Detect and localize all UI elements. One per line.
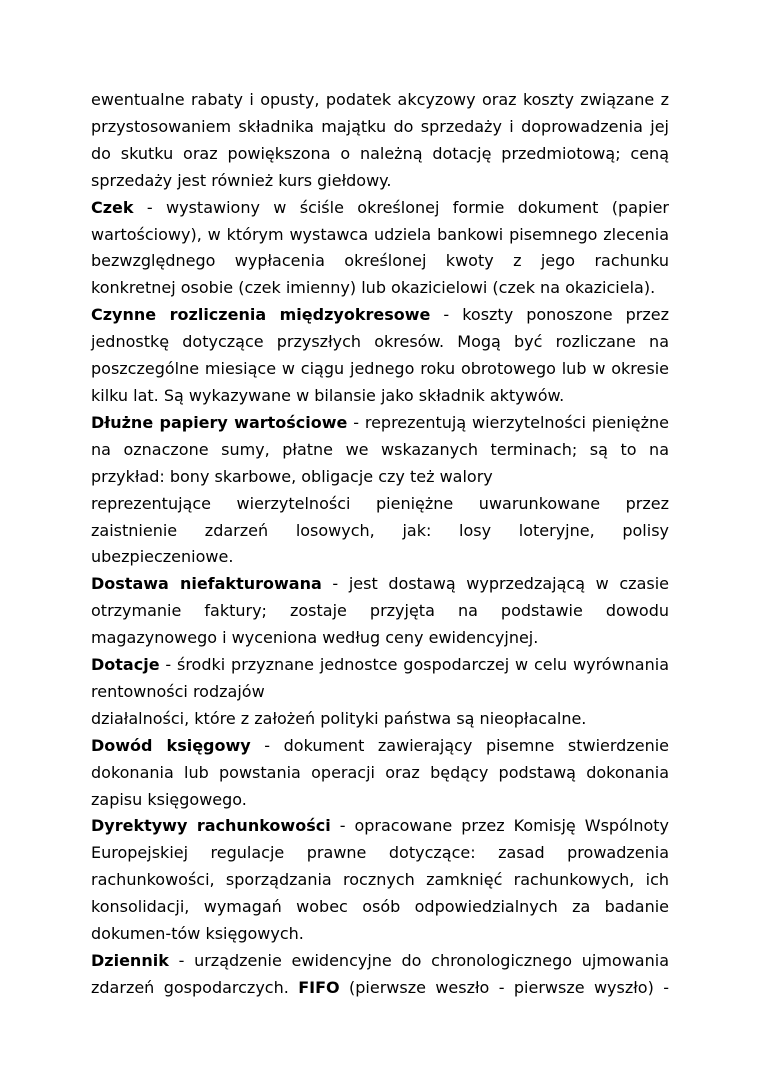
definition-dostawa-niefakturowana: - jest dostawą wyprzedzającą w czasie otrzymanie faktury; zostaje przyjęta na podstawie dowodu magazynowego i wyceniona według ceny ewidencyjnej. xyxy=(91,574,670,648)
definition-czynne-rozliczenia: - koszty ponoszone przez jednostkę dotyczące przyszłych okresów. Mogą być rozliczane na poszczególne miesiące w ciągu jednego roku obrotowego lub w okresie kilku lat. Są wykazywane w bilansie jako składnik aktywów. xyxy=(91,305,670,405)
definition-dziennik: - urządzenie ewidencyjne do chronologicznego ujmowania zdarzeń gospodarczych. xyxy=(91,951,669,997)
entry-dyrektywy-rachunkowosci xyxy=(91,813,669,948)
paragraph-dotacje-continuation xyxy=(91,706,669,733)
entry-dluzne-papiery xyxy=(91,410,669,491)
entry-dotacje xyxy=(91,652,669,706)
paragraph-text: działalności, które z założeń polityki państwa są nieopłacalne. xyxy=(91,708,587,728)
paragraph-text: ewentualne rabaty i opusty, podatek akcyzowy oraz koszty związane z przystosowaniem składnika majątku do sprzedaży i doprowadzenia jej do skutku oraz powiększona o należną dotację przedmiotową; ceną sprzedaży jest również kurs giełdowy. xyxy=(91,90,669,190)
definition-dyrektywy-rachunkowosci: - opracowane przez Komisję Wspólnoty Europejskiej regulacje prawne dotyczące: zasad prowadzenia rachunkowości, sporządzania rocznych zamknięć rachunkowych, ich konsolidacji, wymagań wobec osób odpowiedzialnych za badanie dokumen-tów księgowych. xyxy=(91,816,669,944)
definition-fifo: (pierwsze weszło - pierwsze wyszło) - xyxy=(339,977,669,997)
entry-czynne-rozliczenia xyxy=(91,302,669,410)
entry-czek xyxy=(91,195,669,303)
term-czynne-rozliczenia: Czynne rozliczenia międzyokresowe xyxy=(91,305,431,325)
term-dostawa-niefakturowana: Dostawa niefakturowana xyxy=(91,574,322,594)
definition-dotacje: - środki przyznane jednostce gospodarczej w celu wyrównania rentowności rodzajów xyxy=(91,655,669,701)
term-dziennik: Dziennik xyxy=(91,951,169,970)
paragraph-sale-price-continuation xyxy=(91,87,669,195)
term-dluzne-papiery: Dłużne papiery wartościowe xyxy=(91,412,348,432)
definition-dluzne-papiery: - reprezentują wierzytelności pieniężne na oznaczone sumy, płatne we wskazanych terminach; są to na przykład: bony skarbowe, obligacje czy też walory xyxy=(91,412,669,486)
term-dotacje: Dotacje xyxy=(91,655,160,675)
term-fifo: FIFO xyxy=(298,977,340,997)
paragraph-dluzne-papiery-continuation xyxy=(91,491,669,572)
entry-dowod-ksiegowy xyxy=(91,733,669,814)
term-dyrektywy-rachunkowosci: Dyrektywy rachunkowości xyxy=(91,816,331,836)
entry-dziennik xyxy=(91,948,669,1002)
term-dowod-ksiegowy: Dowód księgowy xyxy=(91,735,251,755)
entry-dostawa-niefakturowana xyxy=(91,571,669,652)
definition-czek: - wystawiony w ściśle określonej formie dokument (papier wartościowy), w którym wystawca udziela bankowi pisemnego zlecenia bezwzględnego wypłacenia określonej kwoty z jego rachunku konkretnej osobie (czek imienny) lub okazicielowi (czek na okaziciela). xyxy=(91,197,669,298)
paragraph-text: reprezentujące wierzytelności pieniężne uwarunkowane przez zaistnienie zdarzeń losowych, jak: losy loteryjne, polisy ubezpieczeniowe. xyxy=(91,493,669,567)
definition-dowod-ksiegowy: - dokument zawierający pisemne stwierdzenie dokonania lub powstania operacji oraz będący podstawą dokonania zapisu księgowego. xyxy=(91,735,669,809)
term-czek: Czek xyxy=(91,197,134,217)
document-page xyxy=(91,87,669,1002)
